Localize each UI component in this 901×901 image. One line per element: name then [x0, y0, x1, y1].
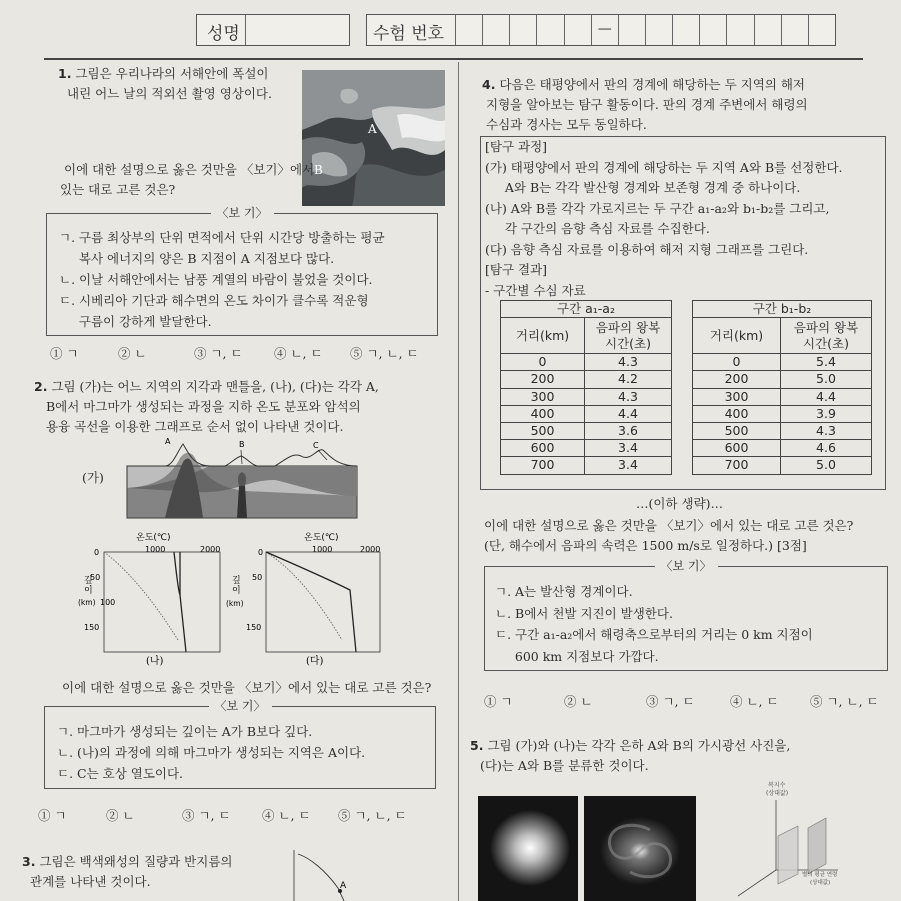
q4-ask — [484, 516, 853, 556]
q4-process-title: [탐구 과정] — [485, 139, 548, 154]
q4-process-3: (다) 음향 측심 자료를 이용하여 해저 지형 그래프를 그린다. — [485, 241, 809, 257]
time-cell: 3.4 — [585, 457, 672, 474]
q3-text — [22, 852, 232, 892]
table-row — [501, 405, 672, 422]
diag-bottom-label-2: (상대값) — [810, 880, 831, 886]
q4-choice-3[interactable]: ③ ㄱ, ㄷ — [646, 694, 695, 709]
table-b-col1: 거리(km) — [693, 318, 781, 354]
q1-choice-4[interactable]: ④ ㄴ, ㄷ — [274, 346, 323, 361]
table-row — [693, 405, 872, 422]
table-row — [693, 354, 872, 371]
galaxy-classification-diagram — [718, 778, 890, 901]
q1-satellite-photo — [302, 70, 445, 206]
table-row — [501, 440, 672, 457]
graph-da — [226, 530, 386, 668]
da-temp-label: 온도(℃) — [304, 533, 339, 543]
section-label-a: A — [165, 437, 171, 446]
q1-choices — [50, 344, 418, 362]
graph-da-caption: (다) — [306, 656, 324, 667]
q4-item-1: ㄱ. A는 발산형 경계이다. — [495, 584, 633, 599]
q4-result-sub: - 구간별 수심 자료 — [485, 282, 586, 298]
q3-line-1: 그림은 백색왜성의 질량과 반지름의 — [39, 854, 233, 869]
q2-bogi-title: 〈보 기〉 — [209, 699, 272, 713]
table-row — [501, 457, 672, 474]
time-cell: 4.3 — [585, 388, 672, 405]
q2-line-3: 용융 곡선을 이용한 그래프로 순서 없이 나타낸 것이다. — [46, 419, 344, 434]
q4-process-2: (나) A와 B를 각각 가로지르는 두 구간 a₁-a₂와 b₁-b₂를 그리고, — [485, 200, 830, 216]
exam-number-cell[interactable] — [482, 15, 509, 45]
section-label-b: B — [239, 440, 245, 449]
galaxy-b-photo — [584, 796, 696, 901]
q1-bogi-items — [59, 227, 385, 332]
diag-bottom-label-1: 별의 평균 연령 — [802, 872, 838, 878]
q4-process-1: (가) 태평양에서 판의 경계에 해당하는 두 지역 A와 B를 선정한다. — [485, 159, 843, 175]
distance-cell: 500 — [501, 422, 585, 439]
q1-line-2: 내린 어느 날의 적외선 촬영 영상이다. — [67, 86, 272, 101]
distance-cell: 0 — [501, 354, 585, 371]
q4-process-2-cont: 각 구간의 음향 측심 자료를 수집한다. — [485, 221, 710, 236]
exam-number-cell[interactable] — [672, 15, 699, 45]
q4-omitted: …(이하 생략)… — [636, 496, 724, 511]
exam-number-cell[interactable] — [536, 15, 563, 45]
q2-number: 2. — [34, 379, 48, 394]
table-row — [693, 440, 872, 457]
q4-ask-line-1: 이에 대한 설명으로 옳은 것만을 〈보기〉에서 있는 대로 고른 것은? — [484, 518, 854, 533]
q4-choices — [484, 692, 878, 710]
q1-line-1: 그림은 우리나라의 서해안에 폭설이 — [75, 66, 269, 81]
q4-item-3-cont: 600 km 지점보다 가깝다. — [495, 648, 659, 664]
na-t2: 2000 — [200, 545, 221, 554]
q2-ask: 이에 대한 설명으로 옳은 것만을 〈보기〉에서 있는 대로 고른 것은? — [62, 680, 432, 695]
q1-item-1-cont: 복사 에너지의 양은 B 지점이 A 지점보다 많다. — [59, 251, 335, 266]
time-cell: 4.4 — [781, 388, 872, 405]
q4-process-1-cont: A와 B는 각각 발산형 경계와 보존형 경계 중 하나이다. — [485, 180, 801, 195]
distance-cell: 400 — [501, 405, 585, 422]
column-divider — [458, 62, 459, 901]
q1-bogi-box — [46, 206, 438, 336]
q2-choices — [38, 806, 406, 824]
q2-choice-5[interactable]: ⑤ ㄱ, ㄴ, ㄷ — [338, 808, 407, 823]
table-row — [501, 388, 672, 405]
q1-ask — [60, 160, 314, 200]
exam-number-field[interactable] — [366, 14, 836, 46]
table-a-col2: 음파의 왕복 시간(초) — [585, 318, 672, 354]
distance-cell: 600 — [693, 440, 781, 457]
distance-cell: 700 — [501, 457, 585, 474]
q4-line-2: 지형을 알아보는 탐구 활동이다. 판의 경계 주변에서 해령의 — [486, 97, 808, 112]
q1-choice-5[interactable]: ⑤ ㄱ, ㄴ, ㄷ — [350, 346, 419, 361]
table-b-col2: 음파의 왕복 시간(초) — [781, 318, 872, 354]
q2-bogi-box — [44, 699, 436, 789]
table-a-title: 구간 a₁-a₂ — [501, 301, 672, 318]
q4-item-2: ㄴ. B에서 천발 지진이 발생한다. — [495, 605, 673, 621]
diag-top-label-1: 복지수 — [768, 782, 786, 789]
q5-line-1: 그림 (가)와 (나)는 각각 은하 A와 B의 가시광선 사진을, — [487, 738, 791, 753]
time-cell: 3.6 — [585, 422, 672, 439]
q4-line-3: 수심과 경사는 모두 동일하다. — [486, 117, 647, 132]
q2-choice-4[interactable]: ④ ㄴ, ㄷ — [262, 808, 311, 823]
da-depth-1: 깊 — [232, 576, 241, 586]
q4-ask-line-2: (단, 해수에서 음파의 속력은 1500 m/s로 일정하다.) [3점] — [484, 538, 807, 553]
time-cell: 3.4 — [585, 440, 672, 457]
q4-bogi-items — [495, 581, 813, 667]
exam-number-cell[interactable] — [781, 15, 808, 45]
q2-line-1: 그림 (가)는 어느 지역의 지각과 맨틀을, (나), (다)는 각각 A, — [51, 379, 379, 394]
q2-bogi-items — [57, 721, 365, 784]
na-t0: 0 — [94, 548, 100, 557]
table-b-body — [693, 354, 872, 474]
table-row — [501, 354, 672, 371]
q1-item-3-cont: 구름이 강하게 발달한다. — [59, 314, 212, 329]
q2-choice-3[interactable]: ③ ㄱ, ㄷ — [182, 808, 231, 823]
exam-number-cell[interactable] — [618, 15, 645, 45]
distance-cell: 400 — [693, 405, 781, 422]
q4-table-b — [692, 300, 872, 475]
time-cell: 5.0 — [781, 371, 872, 388]
distance-cell: 200 — [693, 371, 781, 388]
table-b-title: 구간 b₁-b₂ — [693, 301, 872, 318]
q4-text — [482, 75, 808, 135]
exam-number-cell[interactable]: — — [591, 15, 618, 45]
galaxy-a-photo — [478, 796, 578, 901]
da-t2: 2000 — [360, 545, 381, 554]
table-a-col1: 거리(km) — [501, 318, 585, 354]
da-d50: 50 — [252, 573, 263, 582]
q2-item-1: ㄱ. 마그마가 생성되는 깊이는 A가 B보다 깊다. — [57, 724, 313, 739]
q4-table-a — [500, 300, 672, 475]
distance-cell: 600 — [501, 440, 585, 457]
q4-number: 4. — [482, 77, 496, 92]
exam-number-cell[interactable] — [645, 15, 672, 45]
distance-cell: 300 — [501, 388, 585, 405]
q1-item-3: ㄷ. 시베리아 기단과 해수면의 온도 차이가 클수록 적운형 — [59, 293, 369, 308]
q1-number: 1. — [58, 66, 72, 81]
table-a-body — [501, 354, 672, 474]
time-cell: 5.4 — [781, 354, 872, 371]
q3-point-a: A — [340, 881, 347, 891]
q2-choice-2[interactable]: ② ㄴ — [106, 808, 135, 823]
distance-cell: 700 — [693, 457, 781, 474]
exam-number-cell[interactable] — [808, 15, 835, 45]
table-row — [693, 457, 872, 474]
q4-bogi-box — [484, 559, 888, 671]
q1-text — [58, 64, 272, 104]
q1-bogi-title: 〈보 기〉 — [211, 206, 274, 220]
time-cell: 4.6 — [781, 440, 872, 457]
q1-ask-line-1: 이에 대한 설명으로 옳은 것만을 〈보기〉에서 — [64, 162, 315, 177]
distance-cell: 500 — [693, 422, 781, 439]
svg-text:100: 100 — [100, 598, 116, 607]
na-unit: (km) — [78, 598, 96, 607]
fig-ga-label: (가) — [82, 470, 104, 485]
na-depth-2: 이 — [84, 586, 93, 596]
time-cell: 3.9 — [781, 405, 872, 422]
q1-choice-1[interactable]: ① ㄱ — [50, 346, 79, 361]
da-t1: 1000 — [312, 545, 333, 554]
q3-graph — [280, 848, 400, 901]
exam-number-cell[interactable] — [564, 15, 591, 45]
distance-cell: 0 — [693, 354, 781, 371]
q2-item-2: ㄴ. (나)의 과정에 의해 마그마가 생성되는 지역은 A이다. — [57, 745, 366, 760]
diag-top-label-2: (상대값) — [766, 790, 789, 797]
table-row — [693, 422, 872, 439]
distance-cell: 200 — [501, 371, 585, 388]
q1-item-2: ㄴ. 이날 서해안에서는 남풍 계열의 바람이 불었을 것이다. — [59, 272, 373, 287]
q4-bogi-title: 〈보 기〉 — [655, 559, 718, 573]
time-cell: 5.0 — [781, 457, 872, 474]
exam-number-cell[interactable] — [699, 15, 726, 45]
q2-line-2: B에서 마그마가 생성되는 과정을 지하 온도 분포와 암석의 — [46, 399, 361, 414]
time-cell: 4.3 — [585, 354, 672, 371]
q4-choice-2[interactable]: ② ㄴ — [564, 694, 593, 709]
q4-item-3: ㄷ. 구간 a₁-a₂에서 해령축으로부터의 거리는 0 km 지점이 — [495, 627, 813, 642]
da-depth-2: 이 — [232, 586, 241, 596]
header-divider — [44, 58, 863, 60]
q5-line-2: (다)는 A와 B를 분류한 것이다. — [480, 758, 649, 773]
q2-item-3: ㄷ. C는 호상 열도이다. — [57, 766, 184, 781]
section-label-c: C — [313, 441, 319, 450]
exam-number-cell[interactable] — [455, 15, 482, 45]
q4-choice-5[interactable]: ⑤ ㄱ, ㄴ, ㄷ — [810, 694, 879, 709]
q5-number: 5. — [470, 738, 484, 753]
q4-choice-1[interactable]: ① ㄱ — [484, 694, 513, 709]
na-d150: 150 — [84, 623, 100, 632]
exam-number-label: 수험 번호 — [373, 24, 445, 44]
distance-cell: 300 — [693, 388, 781, 405]
q1-choice-2[interactable]: ② ㄴ — [118, 346, 147, 361]
q2-text — [34, 377, 379, 437]
table-row — [693, 388, 872, 405]
q4-choice-4[interactable]: ④ ㄴ, ㄷ — [730, 694, 779, 709]
q4-line-1: 다음은 태평양에서 판의 경계에 해당하는 두 지역의 해저 — [499, 77, 805, 92]
q4-process — [485, 137, 843, 301]
graph-na — [78, 530, 228, 668]
time-cell: 4.3 — [781, 422, 872, 439]
na-d50: 50 — [90, 573, 101, 582]
q2-cross-section — [125, 436, 361, 520]
exam-number-cell[interactable] — [509, 15, 536, 45]
da-d150: 150 — [246, 623, 262, 632]
q1-photo-label-b: B — [314, 163, 323, 177]
q1-ask-line-2: 있는 대로 고른 것은? — [60, 182, 176, 197]
q1-photo-label-a: A — [368, 122, 377, 136]
q3-number: 3. — [22, 854, 36, 869]
na-t1: 1000 — [145, 545, 166, 554]
q3-line-2: 관계를 나타낸 것이다. — [30, 874, 151, 889]
time-cell: 4.2 — [585, 371, 672, 388]
q2-choice-1[interactable]: ① ㄱ — [38, 808, 67, 823]
da-unit: (km) — [226, 599, 244, 608]
exam-number-cell[interactable] — [754, 15, 781, 45]
q4-result-title: [탐구 결과] — [485, 262, 548, 277]
name-label: 성명 — [207, 24, 240, 44]
table-row — [693, 371, 872, 388]
time-cell: 4.4 — [585, 405, 672, 422]
name-field[interactable] — [196, 14, 350, 46]
na-temp-label: 온도(℃) — [136, 533, 171, 543]
table-row — [501, 371, 672, 388]
na-depth-1: 깊 — [84, 576, 93, 586]
exam-number-cell[interactable] — [726, 15, 753, 45]
table-row — [501, 422, 672, 439]
da-t0: 0 — [258, 548, 264, 557]
graph-na-caption: (나) — [146, 656, 164, 667]
q1-choice-3[interactable]: ③ ㄱ, ㄷ — [194, 346, 243, 361]
exam-number-cells — [455, 15, 835, 45]
q1-item-1: ㄱ. 구름 최상부의 단위 면적에서 단위 시간당 방출하는 평균 — [59, 230, 385, 245]
q5-text — [470, 736, 790, 776]
